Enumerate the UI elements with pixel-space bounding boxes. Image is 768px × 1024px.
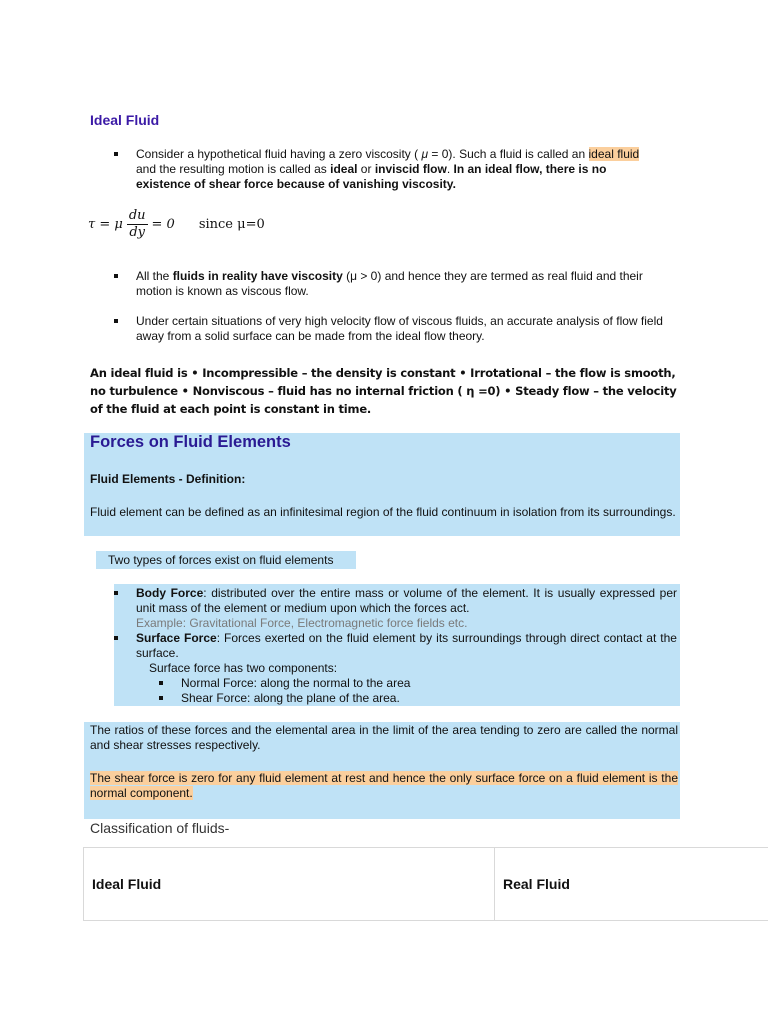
body-force-text: : distributed over the entire mass or volume of the element. It is usually expressed per unit mass of the element or medium upon which the forces act. <box>136 586 678 615</box>
shear-zero-text <box>90 771 678 801</box>
table-header-real-fluid: Real Fluid <box>503 876 570 892</box>
classification-heading: Classification of fluids- <box>90 820 230 836</box>
bullet-text: . <box>446 162 454 176</box>
list-item <box>159 676 559 691</box>
component-shear: Shear Force: along the plane of the area. <box>181 691 400 705</box>
bullet-text: All the <box>136 269 173 283</box>
highlight-ideal-fluid: ideal fluid <box>588 147 640 161</box>
classification-table <box>83 847 768 921</box>
stress-ratio-text: The ratios of these forces and the elemental area in the limit of the area tending to zero are called the normal and shear stresses respectively. <box>90 723 678 752</box>
bullet-text: = 0). Such a fluid is called an <box>428 147 589 161</box>
fluid-element-definition-text: Fluid element can be defined as an infinitesimal region of the fluid continuum in isolation from its surroundings. <box>90 505 676 519</box>
formula-numerator: du <box>128 208 146 223</box>
bold-real-viscosity: fluids in reality have viscosity <box>172 269 343 283</box>
surface-force-text: : Forces exerted on the fluid element by its surroundings through direct contact at the surface. <box>136 631 677 660</box>
bullet-text: and the resulting motion is called as <box>136 162 331 176</box>
body-force-example: Example: Gravitational Force, Electromagnetic force fields etc. <box>136 616 468 630</box>
shear-zero-highlight: The shear force is zero for any fluid element at rest and hence the only surface force on a fluid element is the normal component. <box>90 771 678 800</box>
force-types-intro: Two types of forces exist on fluid elements <box>108 553 334 567</box>
fluid-element-definition-heading: Fluid Elements - Definition: <box>90 472 246 486</box>
surface-force-label: Surface Force <box>136 631 217 645</box>
list-item <box>114 314 668 344</box>
list-item <box>114 269 668 299</box>
bold-ideal: ideal <box>330 162 358 176</box>
formula-rhs: = 0 <box>151 217 175 232</box>
ideal-fluid-properties-note: An ideal fluid is • Incompressible – the density is constant • Irrotational – the flow is smooth, no turbulence • Nonviscous – fluid has no internal friction ( η =0) • Steady flow – the velocity of the fluid at each point is constant in time. <box>90 366 677 416</box>
formula-lhs: τ = μ <box>88 217 123 232</box>
formula-denominator: dy <box>129 225 145 240</box>
list-item <box>114 147 654 192</box>
list-item-surface-force <box>114 631 677 661</box>
ideal-fluid-bullets-1 <box>114 147 654 192</box>
surface-components-intro: Surface force has two components: <box>149 661 338 675</box>
mu-symbol: μ <box>421 147 429 161</box>
ideal-fluid-bullets-2 <box>114 269 668 344</box>
bold-no-shear-statement: In an ideal flow, there is no existence of shear force because of vanishing viscosity. <box>136 162 607 191</box>
surface-components-list <box>159 676 559 706</box>
body-force-label: Body Force <box>136 586 204 600</box>
list-item-body-force <box>114 586 677 631</box>
bold-inviscid-flow: inviscid flow <box>374 162 447 176</box>
force-types-list <box>114 586 677 661</box>
bullet-text: Consider a hypothetical fluid having a zero viscosity ( <box>136 147 422 161</box>
bullet-text: Under certain situations of very high velocity flow of viscous fluids, an accurate analysis of flow field away from a solid surface can be made from the ideal flow theory. <box>136 314 663 343</box>
list-item <box>159 691 559 706</box>
table-header-ideal-fluid: Ideal Fluid <box>84 848 495 920</box>
formula-fraction <box>127 208 148 241</box>
section-heading-ideal-fluid: Ideal Fluid <box>90 112 160 128</box>
component-normal: Normal Force: along the normal to the area <box>181 676 411 690</box>
shear-stress-formula <box>88 208 265 241</box>
bullet-text: or <box>357 162 375 176</box>
formula-since: since μ=0 <box>198 217 265 232</box>
section-heading-forces: Forces on Fluid Elements <box>90 433 291 451</box>
bullet-text: (μ > 0) and hence they are termed as real fluid and their motion is known as viscous flow. <box>136 269 643 298</box>
